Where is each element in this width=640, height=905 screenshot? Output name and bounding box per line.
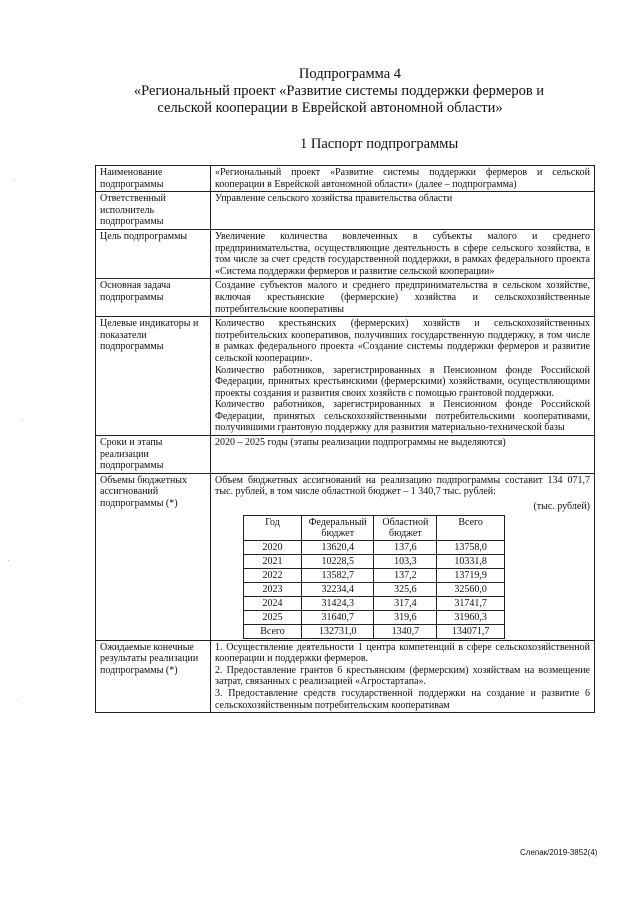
budget-unit: (тыс. рублей) (533, 501, 590, 513)
scan-speck (18, 700, 19, 701)
budget-federal: 10228,5 (301, 554, 374, 568)
budget-federal: 31424,3 (301, 596, 374, 610)
budget-row (244, 554, 505, 568)
row-executor-value: Управление сельского хозяйства правительства области (211, 192, 595, 230)
budget-year: Всего (244, 624, 302, 638)
budget-year: 2022 (244, 568, 302, 582)
row-budget-value (211, 473, 595, 640)
budget-total: 31960,3 (437, 610, 505, 624)
row-indicators (96, 317, 595, 436)
row-budget-label: Объемы бюджетных ассигнований подпрограммы (*) (96, 473, 211, 640)
budget-total: 32560,0 (437, 582, 505, 596)
budget-row (244, 582, 505, 596)
budget-federal: 32234,4 (301, 582, 374, 596)
scan-speck (8, 560, 9, 561)
budget-regional: 103,3 (374, 554, 437, 568)
budget-row (244, 610, 505, 624)
budget-header-federal: Федеральный бюджет (301, 515, 374, 540)
scan-speck (22, 420, 23, 421)
subprogram-name-line-1: «Региональный проект «Развитие системы поддержки фермеров и (133, 83, 545, 99)
budget-total: 134071,7 (437, 624, 505, 638)
budget-regional: 137,6 (374, 540, 437, 554)
budget-total: 31741,7 (437, 596, 505, 610)
budget-table (243, 515, 505, 639)
budget-regional: 1340,7 (374, 624, 437, 638)
budget-row (244, 540, 505, 554)
budget-year: 2020 (244, 540, 302, 554)
row-indicators-label: Целевые индикаторы и показатели подпрограммы (96, 317, 211, 436)
row-task-label: Основная задача подпрограммы (96, 279, 211, 317)
budget-row (244, 596, 505, 610)
subprogram-number: Подпрограмма 4 (298, 66, 402, 82)
budget-federal: 13582,7 (301, 568, 374, 582)
row-goal-label: Цель подпрограммы (96, 229, 211, 278)
row-terms-value: 2020 – 2025 годы (этапы реализации подпрограммы не выделяются) (211, 436, 595, 474)
budget-header-row (244, 515, 505, 540)
row-task (96, 279, 595, 317)
row-task-value: Создание субъектов малого и среднего предпринимательства в сельском хозяйстве, включая крестьянские (фермерские) хозяйства и сельскохозяйственные потребительские кооперативы (211, 279, 595, 317)
budget-regional: 325,6 (374, 582, 437, 596)
budget-year: 2023 (244, 582, 302, 596)
budget-header-year: Год (244, 515, 302, 540)
row-indicators-value (211, 317, 595, 436)
document-title (0, 66, 640, 117)
result-1: 1. Осуществление деятельности 1 центра компетенций в сфере сельскохозяйственной кооперации и поддержки фермеров. (215, 641, 590, 665)
budget-regional: 317,4 (374, 596, 437, 610)
subprogram-name-line-2: сельской кооперации в Еврейской автономной области» (157, 100, 503, 116)
row-terms (96, 436, 595, 474)
indicator-1: Количество крестьянских (фермерских) хозяйств и сельскохозяйственных потребительских кооперативов, получивших государственную поддержку, в том числе в рамках федерального проекта «Создание системы поддержки фермеров и развитие сельской кооперации». (215, 318, 590, 364)
result-2: 2. Предоставление грантов 6 крестьянским (фермерским) хозяйствам на возмещение затрат, связанных с реализацией «Агростартапа». (215, 664, 590, 688)
budget-federal: 132731,0 (301, 624, 374, 638)
budget-year: 2025 (244, 610, 302, 624)
budget-federal: 13620,4 (301, 540, 374, 554)
row-results (96, 640, 595, 713)
budget-row (244, 568, 505, 582)
budget-header-total: Всего (437, 515, 505, 540)
row-budget (96, 473, 595, 640)
passport-table (95, 165, 595, 713)
budget-year: 2024 (244, 596, 302, 610)
budget-regional: 319,6 (374, 610, 437, 624)
budget-year: 2021 (244, 554, 302, 568)
row-name (96, 166, 595, 192)
document-code: Слепак/2019-3852(4) (520, 848, 598, 857)
budget-federal: 31640,7 (301, 610, 374, 624)
row-executor (96, 192, 595, 230)
budget-regional: 137,2 (374, 568, 437, 582)
indicator-3: Количество работников, зарегистрированных в Пенсионном фонде Российской Федерации, принятых сельскохозяйственными потребительскими кооперативами, получившими грантовую поддержку для развития материально-технической базы (215, 399, 590, 434)
indicator-2: Количество работников, зарегистрированных в Пенсионном фонде Российской Федерации, принятых крестьянскими (фермерскими) хозяйствами, осуществляющими проекты создания и развития своих хозяйств с помощью грантовой поддержки. (215, 364, 590, 399)
budget-text: Объем бюджетных ассигнований на реализацию подпрограммы составит 134 071,7 тыс. рублей, в том числе областной бюджет – 1 340,7 тыс. рублей: (215, 474, 590, 498)
row-executor-label: Ответственный исполнитель подпрограммы (96, 192, 211, 230)
budget-total: 10331,8 (437, 554, 505, 568)
row-goal (96, 229, 595, 278)
row-name-value: «Региональный проект «Развитие системы поддержки фермеров и сельской кооперации в Еврейской автономной области» (далее – подпрограмма) (211, 166, 595, 192)
row-name-label: Наименование подпрограммы (96, 166, 211, 192)
row-results-value (211, 640, 595, 713)
budget-total: 13758,0 (437, 540, 505, 554)
row-goal-value: Увеличение количества вовлеченных в субъекты малого и среднего предпринимательства, осуществляющие деятельность в сфере сельского хозяйства, в том числе за счет средств государственной поддержки, в рамках федерального проекта «Система поддержки фермеров и развитие сельской кооперации» (211, 229, 595, 278)
scan-speck (14, 180, 15, 181)
row-results-label: Ожидаемые конечные результаты реализации подпрограммы (*) (96, 640, 211, 713)
budget-total: 13719,9 (437, 568, 505, 582)
row-terms-label: Сроки и этапы реализации подпрограммы (96, 436, 211, 474)
section-title: 1 Паспорт подпрограммы (300, 136, 459, 152)
budget-header-regional: Областной бюджет (374, 515, 437, 540)
result-3: 3. Предоставление средств государственной поддержки на создание и развитие 6 сельскохозяйственным потребительским кооперативам (215, 688, 590, 711)
budget-total-row (244, 624, 505, 638)
